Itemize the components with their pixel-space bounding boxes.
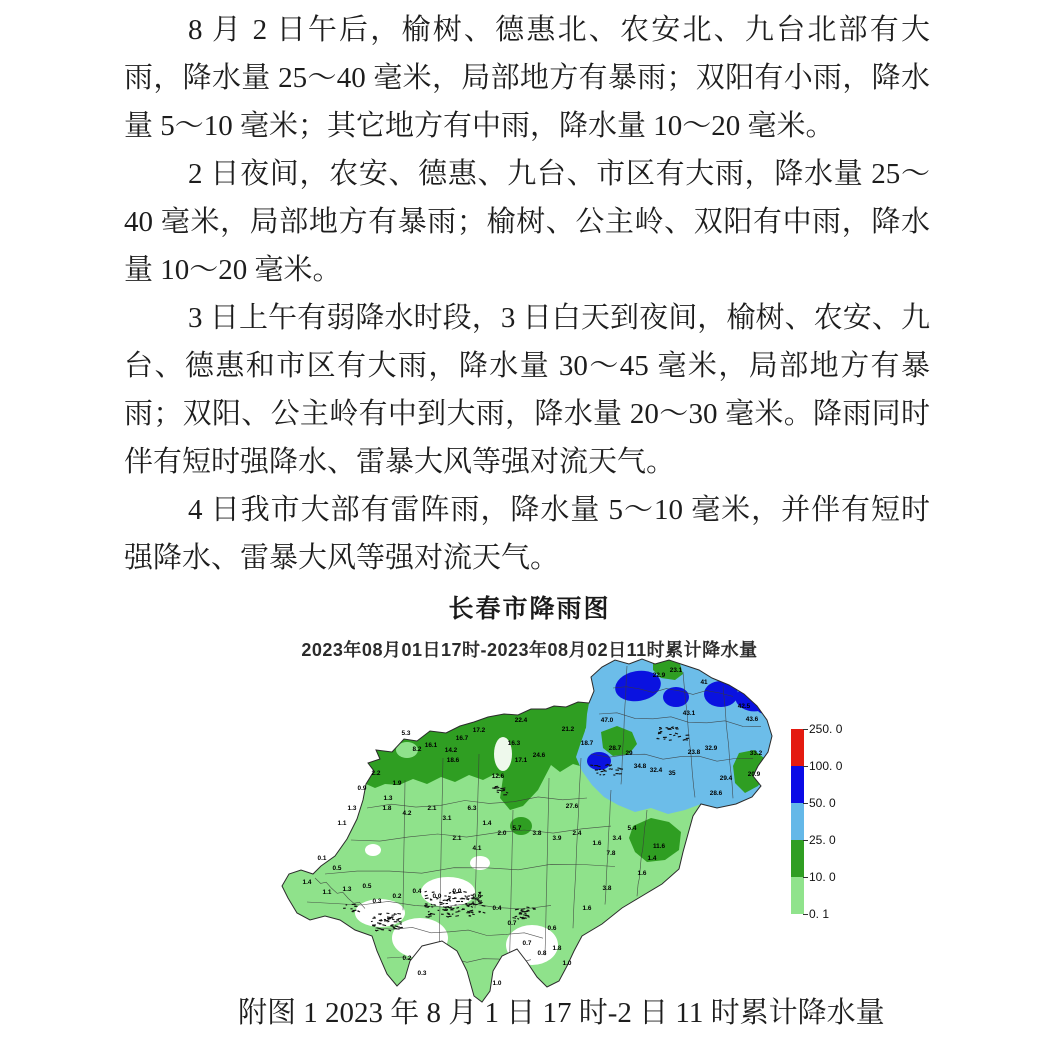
svg-text:1.0: 1.0 [492,980,502,987]
svg-text:17.2: 17.2 [472,727,486,734]
svg-text:0.7: 0.7 [522,940,532,947]
legend-tick-label: 100. 0 [809,759,843,773]
svg-text:4.1: 4.1 [472,845,482,852]
legend-tickmark [803,877,808,878]
svg-text:0.7: 0.7 [507,920,517,927]
svg-text:0.6: 0.6 [472,893,482,900]
paragraph-aug3: 3 日上午有弱降水时段，3 日白天到夜间，榆树、农安、九台、德惠和市区有大雨，降水量 30～45 毫米，局部地方有暴雨；双阳、公主岭有中到大雨，降水量 20～30 毫米。降雨同时伴有短时强降水、雷暴大风等强对流天气。 [124,302,930,478]
svg-text:0.4: 0.4 [412,888,422,895]
svg-text:7.8: 7.8 [606,850,616,857]
svg-text:43.6: 43.6 [745,716,759,723]
svg-text:5.4: 5.4 [627,825,637,832]
svg-text:41: 41 [700,679,708,686]
svg-text:2.0: 2.0 [497,830,507,837]
svg-text:2.1: 2.1 [452,835,462,842]
legend-tickmark [803,840,808,841]
svg-text:42.5: 42.5 [737,703,751,710]
svg-text:32.4: 32.4 [649,767,663,774]
svg-text:0.9: 0.9 [357,785,367,792]
storm-blob-central [587,752,611,770]
legend-segment [791,877,804,914]
svg-text:1.6: 1.6 [637,870,647,877]
svg-text:0.2: 0.2 [392,893,402,900]
rainfall-choropleth-map [255,658,780,1008]
svg-text:2.2: 2.2 [371,770,381,777]
svg-text:8.2: 8.2 [412,746,422,753]
svg-text:1.6: 1.6 [592,840,602,847]
legend-tick-label: 0. 1 [809,907,830,921]
svg-text:1.3: 1.3 [347,805,357,812]
legend-tick-label: 25. 0 [809,833,836,847]
forecast-text-block [124,6,930,582]
svg-text:16.3: 16.3 [507,740,521,747]
dry-patch-1 [421,877,475,907]
svg-text:1.8: 1.8 [552,945,562,952]
map-title: 长春市降雨图 [448,595,611,623]
svg-text:1.8: 1.8 [382,805,392,812]
svg-text:18.6: 18.6 [446,757,460,764]
storm-blob-edge [757,702,773,714]
svg-text:0.5: 0.5 [332,865,342,872]
svg-text:23.1: 23.1 [669,667,683,674]
svg-text:47.0: 47.0 [600,717,614,724]
svg-text:16.1: 16.1 [424,742,438,749]
svg-text:27.6: 27.6 [565,803,579,810]
svg-text:34.8: 34.8 [633,763,647,770]
svg-text:12.6: 12.6 [491,773,505,780]
svg-text:0.4: 0.4 [492,905,502,912]
svg-text:0.0: 0.0 [452,888,462,895]
svg-text:29.4: 29.4 [719,775,733,782]
dry-patch-6 [365,844,381,856]
svg-text:1.1: 1.1 [337,820,347,827]
svg-text:3.8: 3.8 [532,830,542,837]
svg-text:18.7: 18.7 [580,740,594,747]
svg-text:33.2: 33.2 [749,750,763,757]
svg-text:29: 29 [625,750,633,757]
legend-tick-label: 250. 0 [809,722,843,736]
svg-text:21.2: 21.2 [561,726,575,733]
svg-text:1.4: 1.4 [647,855,657,862]
svg-text:0.0: 0.0 [432,893,442,900]
svg-text:5.3: 5.3 [401,730,411,737]
svg-text:16.7: 16.7 [455,735,469,742]
svg-text:1.3: 1.3 [342,886,352,893]
svg-text:2.4: 2.4 [572,830,582,837]
svg-text:1.1: 1.1 [322,889,332,896]
svg-text:1.4: 1.4 [482,820,492,827]
svg-text:11.6: 11.6 [652,843,666,850]
legend-segment [791,803,804,840]
legend-tick-label: 50. 0 [809,796,836,810]
svg-text:20.9: 20.9 [747,771,761,778]
legend-tickmark [803,914,808,915]
svg-text:1.0: 1.0 [562,960,572,967]
legend-color-bar [791,729,804,914]
svg-text:1.4: 1.4 [302,879,312,886]
legend-tickmark [803,729,808,730]
svg-text:28.7: 28.7 [608,745,622,752]
map-subtitle: 2023年08月01日17时-2023年08月02日11时累计降水量 [301,640,758,660]
figure-caption: 附图 1 2023 年 8 月 1 日 17 时-2 日 11 时累计降水量 [238,997,885,1029]
svg-text:5.7: 5.7 [512,825,522,832]
svg-text:23.8: 23.8 [687,749,701,756]
svg-text:1.6: 1.6 [582,905,592,912]
svg-text:3.1: 3.1 [442,815,452,822]
svg-text:22.9: 22.9 [652,672,666,679]
svg-text:0.1: 0.1 [317,855,327,862]
legend-segment [791,729,804,766]
svg-text:22.4: 22.4 [514,717,528,724]
svg-text:0.5: 0.5 [362,883,372,890]
map-legend [791,722,861,929]
paragraph-aug4: 4 日我市大部有雷阵雨，降水量 5～10 毫米，并伴有短时强降水、雷暴大风等强对流天气。 [124,494,930,574]
svg-text:35: 35 [668,770,676,777]
svg-text:2.1: 2.1 [427,805,437,812]
svg-text:28.6: 28.6 [709,790,723,797]
paragraph-aug2-night: 2 日夜间，农安、德惠、九台、市区有大雨，降水量 25～40 毫米，局部地方有暴雨；榆树、公主岭、双阳有中雨，降水量 10～20 毫米。 [124,158,930,286]
svg-text:1.3: 1.3 [383,795,393,802]
svg-text:24.6: 24.6 [532,752,546,759]
legend-segment [791,766,804,803]
storm-blob-east1 [704,681,738,707]
svg-text:0.8: 0.8 [537,950,547,957]
svg-text:6.3: 6.3 [467,805,477,812]
legend-tickmark [803,803,808,804]
svg-text:17.1: 17.1 [514,757,528,764]
paragraph-aug2-afternoon: 8 月 2 日午后，榆树、德惠北、农安北、九台北部有大雨，降水量 25～40 毫米，局部地方有暴雨；双阳有小雨，降水量 5～10 毫米；其它地方有中雨，降水量 10～20 毫米。 [124,14,930,142]
legend-segment [791,840,804,877]
svg-text:1.9: 1.9 [392,780,402,787]
svg-text:0.3: 0.3 [372,898,382,905]
svg-text:0.3: 0.3 [417,970,427,977]
svg-text:14.2: 14.2 [444,747,458,754]
svg-text:0.6: 0.6 [547,925,557,932]
legend-tick-label: 10. 0 [809,870,836,884]
svg-text:32.9: 32.9 [704,745,718,752]
svg-text:4.2: 4.2 [402,810,412,817]
svg-text:3.4: 3.4 [612,835,622,842]
svg-text:3.9: 3.9 [552,835,562,842]
svg-text:0.2: 0.2 [402,955,412,962]
svg-text:43.1: 43.1 [682,710,696,717]
legend-tickmark [803,766,808,767]
svg-text:3.8: 3.8 [602,885,612,892]
